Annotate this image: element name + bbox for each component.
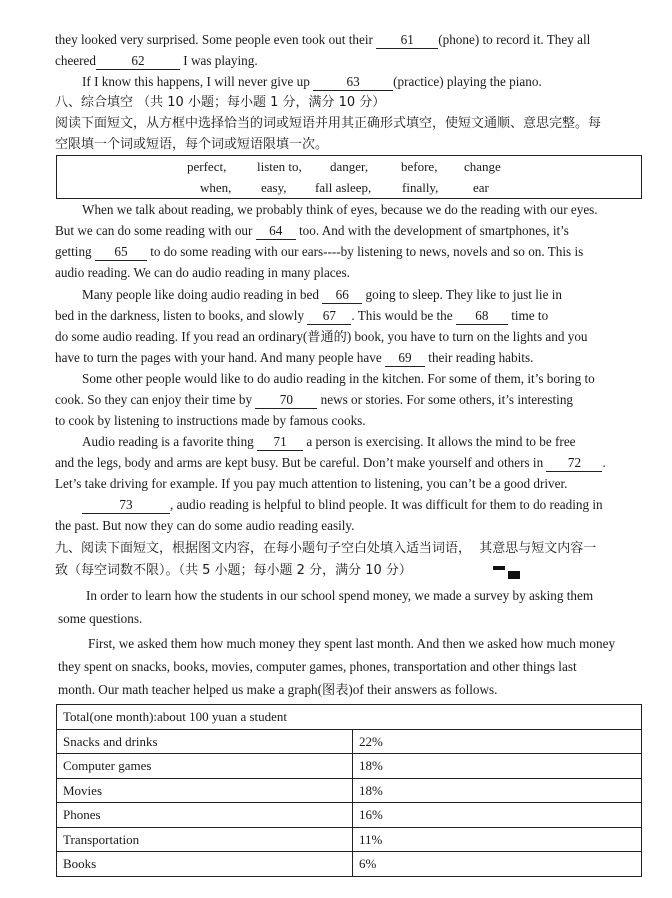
text: I was playing. (183, 53, 258, 68)
passage-line: some questions. (58, 611, 143, 626)
text: too. And with the development of smartphones, it’s (295, 223, 569, 238)
text: news or stories. For some others, it’s interesting (317, 392, 574, 407)
table-header-row (57, 705, 642, 730)
blank-70[interactable]: 70 (255, 392, 317, 409)
blank-62[interactable]: 62 (96, 53, 180, 70)
table-cell-item: Computer games (57, 754, 353, 779)
word-option: when, (200, 180, 232, 195)
table-row (57, 778, 642, 803)
text: Audio reading is a favorite thing (82, 434, 258, 449)
section-9-title: 致（每空词数不限）。（共 5 小题；每小题 2 分，满分 10 分） (55, 563, 412, 578)
text: (phone) to record it. They all (438, 32, 591, 47)
section-8-instructions: 空限填一个词或短语，每个词或短语限填一次。 (55, 137, 329, 152)
word-option: ear (473, 180, 489, 195)
table-cell-item: Phones (57, 803, 353, 828)
word-option: change (464, 159, 501, 174)
blank-65[interactable]: 65 (95, 244, 147, 261)
table-row (57, 803, 642, 828)
word-option: easy, (261, 180, 287, 195)
passage-line (55, 305, 638, 326)
passage-line: to cook by listening to instructions made by famous cooks. (55, 413, 366, 428)
blank-73[interactable]: 73 (82, 497, 170, 514)
text: (practice) playing the piano. (393, 74, 542, 89)
text: 九、阅读下面短文，根据图文内容，在每小题句子空白处填入适当词语， (55, 541, 472, 556)
table-cell-item: Transportation (57, 827, 353, 852)
table-row (57, 852, 642, 877)
table-row (57, 729, 642, 754)
text: going to sleep. They like to just lie in (362, 287, 562, 302)
text: 其意思与短文内容一 (479, 541, 597, 556)
text: getting (55, 244, 95, 259)
passage-line (55, 241, 638, 262)
blank-67[interactable]: 67 (307, 308, 351, 325)
text: a person is exercising. It allows the mind to be free (303, 434, 576, 449)
text-line (82, 71, 638, 92)
text: If I know this happens, I will never give up (82, 74, 314, 89)
passage-line: In order to learn how the students in our school spend money, we made a survey by asking them (86, 588, 594, 603)
passage-line: When we talk about reading, we probably think of eyes, because we do the reading with our eyes. (82, 202, 598, 217)
text: cook. So they can enjoy their time by (55, 392, 256, 407)
passage-line (55, 220, 638, 241)
text-line (55, 50, 638, 71)
word-option: danger, (330, 159, 369, 174)
blank-61[interactable]: 61 (376, 32, 438, 49)
table-header: Total(one month):about 100 yuan a student (57, 705, 642, 730)
passage-line: audio reading. We can do audio reading in many places. (55, 265, 350, 280)
text: . This would be the (351, 308, 456, 323)
section-9-title (55, 538, 638, 559)
passage-line: First, we asked them how much money they spent last month. And then we asked how much money (88, 636, 616, 651)
text: Many people like doing audio reading in bed (82, 287, 323, 302)
text-line (55, 29, 638, 50)
blank-72[interactable]: 72 (546, 455, 602, 472)
table-row (57, 827, 642, 852)
blank-63[interactable]: 63 (313, 74, 393, 91)
text: cheered (55, 53, 96, 68)
passage-line (55, 347, 638, 368)
table-row (57, 754, 642, 779)
passage-line (55, 452, 638, 473)
blank-69[interactable]: 69 (385, 350, 425, 367)
ink-smudge (493, 566, 505, 570)
table-cell-item: Movies (57, 778, 353, 803)
passage-line (55, 389, 638, 410)
table-cell-percent: 6% (353, 852, 642, 877)
word-option: before, (401, 159, 438, 174)
section-8-title: 八、综合填空 （共 10 小题；每小题 1 分，满分 10 分） (55, 95, 386, 110)
word-option: finally, (402, 180, 439, 195)
table-cell-percent: 22% (353, 729, 642, 754)
spending-table (56, 704, 642, 877)
word-option: listen to, (257, 159, 302, 174)
text: . (602, 455, 606, 470)
table-cell-percent: 11% (353, 827, 642, 852)
table-cell-item: Books (57, 852, 353, 877)
table-cell-percent: 18% (353, 754, 642, 779)
word-option: fall asleep, (315, 180, 372, 195)
blank-66[interactable]: 66 (322, 287, 362, 304)
passage-line (82, 494, 638, 515)
text: , audio reading is helpful to blind people. It was difficult for them to do reading in (170, 497, 603, 512)
blank-64[interactable]: 64 (256, 223, 296, 240)
passage-line (82, 431, 638, 452)
text: they looked very surprised. Some people even took out their (55, 32, 377, 47)
passage-line (82, 284, 638, 305)
passage-line: do some audio reading. If you read an ordinary(普通的) book, you have to turn on the lights and you (55, 329, 588, 344)
table-cell-item: Snacks and drinks (57, 729, 353, 754)
passage-line: they spent on snacks, books, movies, computer games, phones, transportation and other things last (58, 659, 577, 674)
passage-line: month. Our math teacher helped us make a graph(图表)of their answers as follows. (58, 682, 498, 697)
text: bed in the darkness, listen to books, and slowly (55, 308, 308, 323)
blank-71[interactable]: 71 (257, 434, 303, 451)
text: and the legs, body and arms are kept busy. But be careful. Don’t make yourself and others in (55, 455, 547, 470)
section-8-instructions: 阅读下面短文，从方框中选择恰当的词或短语并用其正确形式填空，使短文通顺、意思完整。每 (55, 116, 602, 131)
text: have to turn the pages with your hand. And many people have (55, 350, 385, 365)
text: But we can do some reading with our (55, 223, 256, 238)
passage-line: Let’s take driving for example. If you pay much attention to listening, you can’t be a good driver. (55, 476, 568, 491)
ink-smudge (508, 571, 520, 579)
table-cell-percent: 16% (353, 803, 642, 828)
table-cell-percent: 18% (353, 778, 642, 803)
text: their reading habits. (424, 350, 534, 365)
passage-line: Some other people would like to do audio reading in the kitchen. For some of them, it’s boring to (82, 371, 595, 386)
word-option: perfect, (187, 159, 227, 174)
text: to do some reading with our ears----by listening to news, novels and so on. This is (146, 244, 584, 259)
word-box (56, 155, 642, 199)
blank-68[interactable]: 68 (456, 308, 508, 325)
text: time to (507, 308, 549, 323)
passage-line: the past. But now they can do some audio reading easily. (55, 518, 355, 533)
